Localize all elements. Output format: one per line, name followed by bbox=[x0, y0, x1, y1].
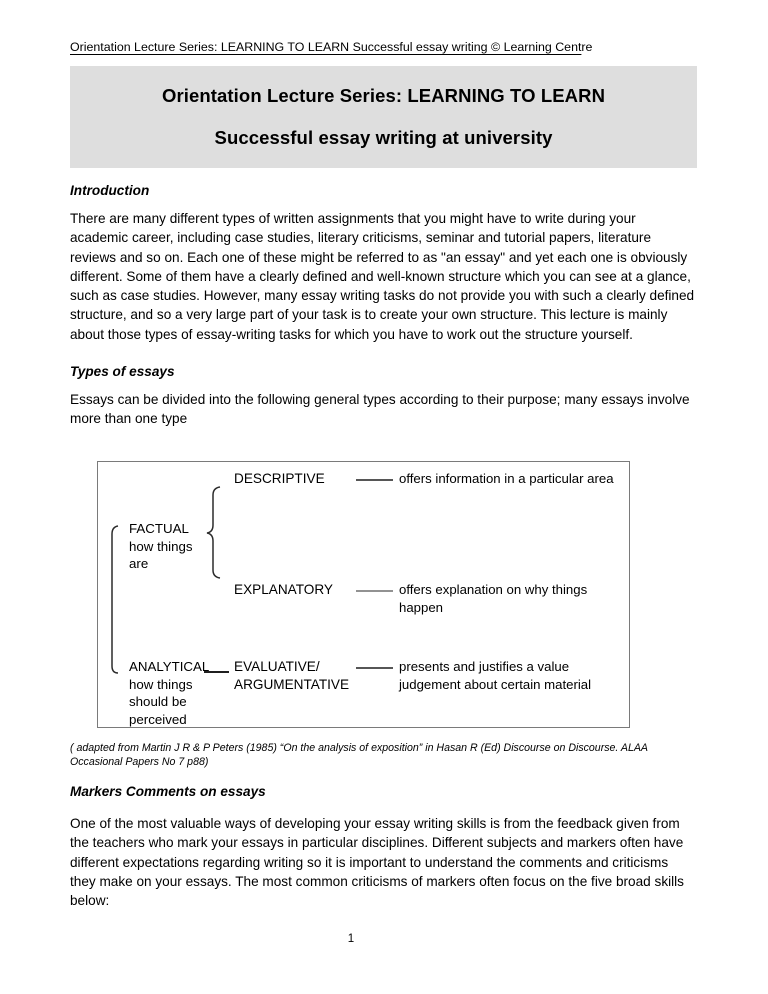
diagram-category-analytical-qualifier: how things should be perceived bbox=[129, 676, 193, 727]
diagram-category-factual-qualifier: how things are bbox=[129, 538, 193, 571]
running-header-underlined-text: Orientation Lecture Series: LEARNING TO LEARN Successful essay writing © Learning Cent bbox=[70, 40, 582, 54]
diagram-source-caption: ( adapted from Martin J R & P Peters (1985) “On the analysis of exposition” in Hasan R (Ed) Discourse on Discourse. ALAA Occasional Papers No 7 p88) bbox=[70, 742, 648, 768]
diagram-label-evaluative: EVALUATIVE/ ARGUMENTATIVE bbox=[234, 659, 350, 692]
outer-brace bbox=[112, 526, 118, 673]
diagram-label-descriptive: DESCRIPTIVE bbox=[234, 471, 325, 486]
running-header bbox=[70, 40, 698, 55]
diagram-description-evaluative: presents and justifies a value judgement about certain material bbox=[399, 659, 592, 692]
title-line-secondary: Successful essay writing at university bbox=[214, 127, 553, 148]
markers-comments-paragraph: One of the most valuable ways of developing your essay writing skills is from the feedback given from the teachers who mark your essays in particular disciplines. Different subjects and markers often have different expectations regarding writing so it is important to understand the comments and criticisms they make on your essays. The most common criticisms of markers often focus on the five broad skills below: bbox=[70, 816, 684, 909]
inner-brace bbox=[207, 487, 220, 578]
markers-comments-heading: Markers Comments on essays bbox=[70, 784, 266, 799]
page-number: 1 bbox=[347, 933, 355, 945]
diagram-label-explanatory: EXPLANATORY bbox=[234, 582, 333, 597]
diagram-category-analytical bbox=[129, 658, 209, 728]
diagram-category-factual-name: FACTUAL bbox=[129, 521, 189, 536]
introduction-heading: Introduction bbox=[70, 183, 150, 198]
types-of-essays-paragraph: Essays can be divided into the following general types according to their purpose; many essays involve more than one type bbox=[70, 392, 690, 427]
introduction-paragraph: There are many different types of written assignments that you might have to write during your academic career, including case studies, literary criticisms, seminar and tutorial papers, literature reviews and so on. Each one of these might be referred to as "an essay" and yet each one is obviously different. Some of them have a clearly defined and well-known structure which you can see at a glance, such as case studies. However, many essay writing tasks do not provide you with such a clearly defined structure, and so a very large part of your task is to create your own structure. This lecture is mainly about those types of essay-writing tasks for which you have to work out the structure yourself. bbox=[70, 211, 695, 342]
diagram-category-factual bbox=[129, 520, 193, 573]
essay-types-diagram bbox=[97, 461, 630, 728]
title-banner bbox=[70, 66, 697, 168]
diagram-description-descriptive: offers information in a particular area bbox=[399, 471, 614, 486]
diagram-description-explanatory: offers explanation on why things happen bbox=[399, 582, 588, 615]
diagram-category-analytical-name: ANALYTICAL bbox=[129, 659, 210, 674]
title-line-primary: Orientation Lecture Series: LEARNING TO LEARN bbox=[161, 85, 606, 106]
types-of-essays-heading: Types of essays bbox=[70, 364, 175, 379]
running-header-trailing-text: re bbox=[581, 40, 593, 54]
